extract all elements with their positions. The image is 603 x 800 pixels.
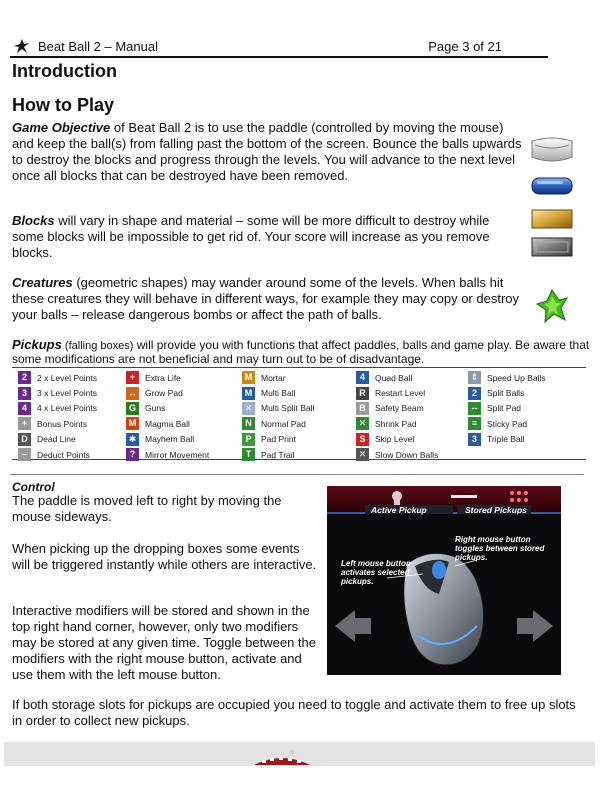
game-objective-text: of Beat Ball 2 is to use the paddle (controlled by moving the mouse) and keep the ball(s) from falling past the bottom of the screen. Bounce the balls upwards to destroy the blocks and progress through the levels. You will advance to the next level once all blocks that can be destroyed have been removed. <box>12 120 522 183</box>
pickup-label: Skip Level <box>375 434 415 445</box>
pickups-text: will provide you with functions that affect paddles, balls and game play. Be aware that some modifications are not beneficial and may turn out to be of disadvantage. <box>12 338 590 366</box>
pickup-item <box>18 385 133 400</box>
control-paragraph-3: Interactive modifiers will be stored and shown in the top right hand corner, however, only two modifiers may be stored at any given time. Toggle between the modifiers with the right mouse button, activate and use them with the left mouse button. <box>12 603 317 682</box>
pickup-item <box>468 432 583 447</box>
pickup-label: Magma Ball <box>145 418 190 429</box>
pickup-label: Multi Split Ball <box>261 403 315 414</box>
pickup-item <box>356 447 471 462</box>
white-paddle-image <box>531 135 573 165</box>
pickup-label: Split Balls <box>487 388 525 399</box>
pickup-icon: G <box>126 402 139 415</box>
pickup-item <box>356 432 471 447</box>
pickup-item <box>18 416 133 431</box>
pickups-small-text: (falling boxes) <box>61 340 134 352</box>
pickup-label: Pad Trail <box>261 449 295 460</box>
active-pickup-label: Active Pickup <box>371 505 427 515</box>
pickup-item <box>468 385 583 400</box>
creatures-paragraph <box>12 275 522 323</box>
pickup-icon: N <box>242 417 255 430</box>
pickup-icon: + <box>126 371 139 384</box>
pickup-label: Quad Ball <box>375 372 413 383</box>
pickup-label: 2 x Level Points <box>37 372 98 383</box>
pickup-label: Restart Level <box>375 388 426 399</box>
beat-ball-logo-icon <box>12 38 30 54</box>
blocks-paragraph <box>12 213 522 261</box>
control-paragraph-2: When picking up the dropping boxes some events will be triggered instantly while others are interactive. <box>12 541 317 572</box>
heading-introduction: Introduction <box>12 61 117 81</box>
creatures-keyword: Creatures <box>12 275 73 290</box>
pickup-item <box>18 370 133 385</box>
pickup-icon: 3 <box>468 433 481 446</box>
doc-title: Beat Ball 2 – Manual <box>38 39 158 54</box>
pickup-item <box>126 432 241 447</box>
pickup-icon: ✕ <box>242 402 255 415</box>
pickup-icon: R <box>356 387 369 400</box>
pickup-icon: M <box>126 417 139 430</box>
pickup-icon: 3 <box>18 387 31 400</box>
control-paragraph-1: The paddle is moved left to right by moving the mouse sideways. <box>12 493 282 524</box>
pickups-keyword: Pickups <box>12 337 62 352</box>
pickup-label: 4 x Level Points <box>37 403 98 414</box>
pickup-label: Guns <box>145 403 166 414</box>
blocks-keyword: Blocks <box>12 213 55 228</box>
pickup-label: Multi Ball <box>261 388 296 399</box>
creatures-text: (geometric shapes) may wander around some of the levels. When balls hit these creatures they will behave in different ways, for example they may copy or destroy your balls – release dangerous bombs or affect the path of balls. <box>12 275 520 322</box>
pickup-icon: T <box>242 448 255 461</box>
pickup-icon: P <box>242 433 255 446</box>
game-objective-paragraph <box>12 120 522 184</box>
pickup-item <box>468 401 583 416</box>
pickup-icon: M <box>242 387 255 400</box>
pickup-label: Sticky Pad <box>487 418 528 429</box>
pickup-item <box>468 416 583 431</box>
pickup-label: Speed Up Balls <box>487 372 546 383</box>
control-heading: Control <box>12 480 55 494</box>
pickup-label: Mortar <box>261 372 286 383</box>
pickup-label: Triple Ball <box>487 434 525 445</box>
pickup-icon: S <box>356 433 369 446</box>
pickup-icon: 4 <box>356 371 369 384</box>
gold-block-image <box>531 209 573 229</box>
right-button-callout: Right mouse button toggles between stored pickups. <box>455 535 545 562</box>
pickup-icon: -- <box>468 402 481 415</box>
pickup-item <box>468 370 583 385</box>
pickup-label: Mayhem Ball <box>145 434 195 445</box>
pickups-paragraph <box>12 338 592 366</box>
pickup-label: Bonus Points <box>37 418 88 429</box>
pickup-item <box>126 416 241 431</box>
pickup-label: 3 x Level Points <box>37 388 98 399</box>
pickup-icon: ≡ <box>468 417 481 430</box>
pickup-item <box>242 401 357 416</box>
pickup-column-3 <box>242 370 357 462</box>
game-objective-keyword: Game Objective <box>12 120 111 135</box>
pickup-item <box>126 370 241 385</box>
blue-paddle-image <box>531 175 573 197</box>
pickup-label: Slow Down Balls <box>375 449 439 460</box>
pickup-item <box>356 416 471 431</box>
green-creature-image <box>535 288 569 324</box>
pickup-column-2 <box>126 370 241 462</box>
pickup-icon: B <box>356 402 369 415</box>
left-button-callout: Left mouse button activates selected pickups. <box>341 559 411 586</box>
mouse-control-screenshot <box>327 486 561 675</box>
pickup-icon: ✱ <box>126 433 139 446</box>
gray-block-image <box>531 237 573 257</box>
pickup-item <box>356 385 471 400</box>
heading-how-to-play: How to Play <box>12 95 115 115</box>
pickup-icon: + <box>18 417 31 430</box>
pickup-item <box>18 447 133 462</box>
pickup-item <box>356 401 471 416</box>
pickup-item <box>242 385 357 400</box>
pickup-item <box>18 432 133 447</box>
blocks-text: will vary in shape and material – some will be more difficult to destroy while some blocks will be impossible to get rid of. Your score will increase as you remove blocks. <box>12 213 490 260</box>
pickup-label: Grow Pad <box>145 388 183 399</box>
stored-pickups-label: Stored Pickups <box>465 505 527 515</box>
control-divider <box>10 474 584 475</box>
pickup-item <box>18 401 133 416</box>
pickup-icon: ? <box>126 448 139 461</box>
pickup-column-5 <box>468 370 583 447</box>
pickup-item <box>242 447 357 462</box>
page-number: Page 3 of 21 <box>428 39 502 54</box>
pickup-label: Deduct Points <box>37 449 90 460</box>
pickup-icon: 4 <box>18 402 31 415</box>
pickup-label: Mirror Movement <box>145 449 210 460</box>
pickup-icon: ⇕ <box>468 371 481 384</box>
pickup-label: Split Pad <box>487 403 522 414</box>
pickup-icon: M <box>242 371 255 384</box>
pickup-icon: 2 <box>18 371 31 384</box>
pickup-icon: ✕ <box>356 448 369 461</box>
pickup-item <box>242 432 357 447</box>
pickup-icon: ✕ <box>356 417 369 430</box>
pickup-item <box>242 370 357 385</box>
pickup-label: Dead Line <box>37 434 76 445</box>
pickup-label: Extra Life <box>145 372 181 383</box>
pickup-label: Safety Beam <box>375 403 424 414</box>
pickup-icon: 2 <box>468 387 481 400</box>
pickup-item <box>126 385 241 400</box>
pickup-label: Pad Print <box>261 434 296 445</box>
pickup-table <box>12 367 586 460</box>
pickup-item <box>126 447 241 462</box>
pickup-item <box>356 370 471 385</box>
beat-ball-footer-logo-icon <box>252 749 312 766</box>
pickup-icon: D <box>18 433 31 446</box>
header-divider <box>10 56 548 58</box>
page-header <box>12 38 546 56</box>
pickup-item <box>126 401 241 416</box>
control-paragraph-4: If both storage slots for pickups are occupied you need to toggle and activate them to free up slots in order to collect new pickups. <box>12 697 576 728</box>
pickup-column-1 <box>18 370 133 462</box>
pickup-label: Shrink Pad <box>375 418 417 429</box>
pickup-column-4 <box>356 370 471 462</box>
pickup-item <box>242 416 357 431</box>
pickup-icon: ↔ <box>128 387 137 398</box>
pickup-label: Normal Pad <box>261 418 306 429</box>
pickup-icon: – <box>18 448 31 461</box>
